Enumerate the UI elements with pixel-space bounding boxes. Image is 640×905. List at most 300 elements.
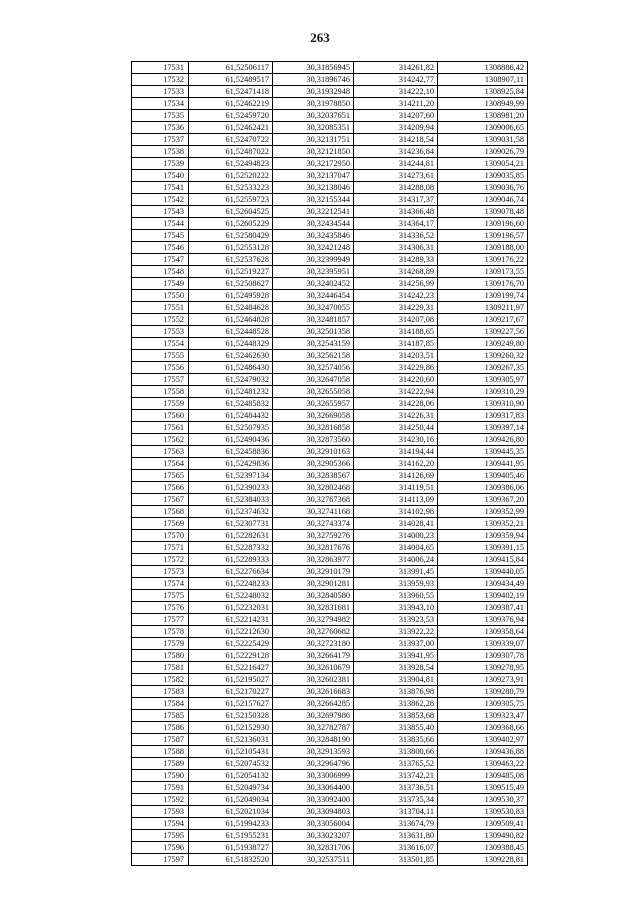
table-row bbox=[132, 806, 528, 818]
x-coordinate-cell: 313853,68 bbox=[354, 710, 438, 722]
latitude-cell: 61,52507935 bbox=[189, 422, 273, 434]
point-number-cell: 17549 bbox=[132, 278, 189, 290]
latitude-cell: 61,52390233 bbox=[189, 482, 273, 494]
table-row bbox=[132, 350, 528, 362]
longitude-cell: 30,32543159 bbox=[273, 338, 354, 350]
table-row bbox=[132, 794, 528, 806]
point-number-cell: 17585 bbox=[132, 710, 189, 722]
y-coordinate-cell: 1309173,55 bbox=[438, 266, 528, 278]
x-coordinate-cell: 314028,41 bbox=[354, 518, 438, 530]
y-coordinate-cell: 1309176,70 bbox=[438, 278, 528, 290]
x-coordinate-cell: 314000,23 bbox=[354, 530, 438, 542]
longitude-cell: 30,32037651 bbox=[273, 110, 354, 122]
y-coordinate-cell: 1309509,41 bbox=[438, 818, 528, 830]
table-row bbox=[132, 758, 528, 770]
longitude-cell: 30,32802468 bbox=[273, 482, 354, 494]
latitude-cell: 61,52105431 bbox=[189, 746, 273, 758]
table-row bbox=[132, 194, 528, 206]
y-coordinate-cell: 1309387,41 bbox=[438, 602, 528, 614]
latitude-cell: 61,52397134 bbox=[189, 470, 273, 482]
y-coordinate-cell: 1309310,90 bbox=[438, 398, 528, 410]
table-row bbox=[132, 578, 528, 590]
y-coordinate-cell: 1309188,00 bbox=[438, 242, 528, 254]
longitude-cell: 30,31896746 bbox=[273, 74, 354, 86]
table-row bbox=[132, 434, 528, 446]
longitude-cell: 30,33023207 bbox=[273, 830, 354, 842]
x-coordinate-cell: 314306,31 bbox=[354, 242, 438, 254]
longitude-cell: 30,32863977 bbox=[273, 554, 354, 566]
longitude-cell: 30,32402452 bbox=[273, 278, 354, 290]
point-number-cell: 17579 bbox=[132, 638, 189, 650]
x-coordinate-cell: 313862,28 bbox=[354, 698, 438, 710]
table-row bbox=[132, 818, 528, 830]
point-number-cell: 17566 bbox=[132, 482, 189, 494]
longitude-cell: 30,32723180 bbox=[273, 638, 354, 650]
latitude-cell: 61,52287332 bbox=[189, 542, 273, 554]
y-coordinate-cell: 1308949,99 bbox=[438, 98, 528, 110]
y-coordinate-cell: 1309386,06 bbox=[438, 482, 528, 494]
point-number-cell: 17564 bbox=[132, 458, 189, 470]
x-coordinate-cell: 313674,79 bbox=[354, 818, 438, 830]
table-row bbox=[132, 362, 528, 374]
point-number-cell: 17560 bbox=[132, 410, 189, 422]
table-row bbox=[132, 650, 528, 662]
point-number-cell: 17562 bbox=[132, 434, 189, 446]
x-coordinate-cell: 314222,10 bbox=[354, 86, 438, 98]
latitude-cell: 61,52506117 bbox=[189, 62, 273, 74]
x-coordinate-cell: 314250,44 bbox=[354, 422, 438, 434]
point-number-cell: 17572 bbox=[132, 554, 189, 566]
point-number-cell: 17593 bbox=[132, 806, 189, 818]
longitude-cell: 30,32831706 bbox=[273, 842, 354, 854]
y-coordinate-cell: 1309358,64 bbox=[438, 626, 528, 638]
x-coordinate-cell: 313736,51 bbox=[354, 782, 438, 794]
table-row bbox=[132, 290, 528, 302]
table-row bbox=[132, 458, 528, 470]
point-number-cell: 17568 bbox=[132, 506, 189, 518]
latitude-cell: 61,52559723 bbox=[189, 194, 273, 206]
latitude-cell: 61,52494823 bbox=[189, 158, 273, 170]
point-number-cell: 17542 bbox=[132, 194, 189, 206]
x-coordinate-cell: 313765,52 bbox=[354, 758, 438, 770]
y-coordinate-cell: 1309278,95 bbox=[438, 662, 528, 674]
latitude-cell: 61,52464828 bbox=[189, 314, 273, 326]
latitude-cell: 61,52605229 bbox=[189, 218, 273, 230]
longitude-cell: 30,32838567 bbox=[273, 470, 354, 482]
latitude-cell: 61,51955231 bbox=[189, 830, 273, 842]
point-number-cell: 17561 bbox=[132, 422, 189, 434]
table-row bbox=[132, 254, 528, 266]
point-number-cell: 17551 bbox=[132, 302, 189, 314]
longitude-cell: 30,32664179 bbox=[273, 650, 354, 662]
latitude-cell: 61,52157627 bbox=[189, 698, 273, 710]
longitude-cell: 30,32616683 bbox=[273, 686, 354, 698]
y-coordinate-cell: 1309426,80 bbox=[438, 434, 528, 446]
x-coordinate-cell: 314209,94 bbox=[354, 122, 438, 134]
table-row bbox=[132, 422, 528, 434]
point-number-cell: 17583 bbox=[132, 686, 189, 698]
y-coordinate-cell: 1309530,37 bbox=[438, 794, 528, 806]
latitude-cell: 61,52429836 bbox=[189, 458, 273, 470]
y-coordinate-cell: 1309367,20 bbox=[438, 494, 528, 506]
table-row bbox=[132, 314, 528, 326]
x-coordinate-cell: 314102,98 bbox=[354, 506, 438, 518]
latitude-cell: 61,52229128 bbox=[189, 650, 273, 662]
point-number-cell: 17587 bbox=[132, 734, 189, 746]
x-coordinate-cell: 314218,54 bbox=[354, 134, 438, 146]
y-coordinate-cell: 1309415,84 bbox=[438, 554, 528, 566]
table-row bbox=[132, 530, 528, 542]
longitude-cell: 30,32395951 bbox=[273, 266, 354, 278]
x-coordinate-cell: 314229,31 bbox=[354, 302, 438, 314]
y-coordinate-cell: 1309006,65 bbox=[438, 122, 528, 134]
longitude-cell: 30,32816858 bbox=[273, 422, 354, 434]
longitude-cell: 30,32905366 bbox=[273, 458, 354, 470]
point-number-cell: 17544 bbox=[132, 218, 189, 230]
point-number-cell: 17578 bbox=[132, 626, 189, 638]
y-coordinate-cell: 1309490,82 bbox=[438, 830, 528, 842]
table-row bbox=[132, 242, 528, 254]
x-coordinate-cell: 313904,81 bbox=[354, 674, 438, 686]
x-coordinate-cell: 313735,34 bbox=[354, 794, 438, 806]
longitude-cell: 30,32470055 bbox=[273, 302, 354, 314]
table-row bbox=[132, 218, 528, 230]
y-coordinate-cell: 1309026,79 bbox=[438, 146, 528, 158]
point-number-cell: 17596 bbox=[132, 842, 189, 854]
longitude-cell: 30,32131751 bbox=[273, 134, 354, 146]
latitude-cell: 61,51994233 bbox=[189, 818, 273, 830]
y-coordinate-cell: 1309530,83 bbox=[438, 806, 528, 818]
latitude-cell: 61,52479032 bbox=[189, 374, 273, 386]
longitude-cell: 30,32741168 bbox=[273, 506, 354, 518]
longitude-cell: 30,32085351 bbox=[273, 122, 354, 134]
latitude-cell: 61,52212630 bbox=[189, 626, 273, 638]
latitude-cell: 61,52470722 bbox=[189, 134, 273, 146]
x-coordinate-cell: 314256,99 bbox=[354, 278, 438, 290]
table-row bbox=[132, 122, 528, 134]
table-row bbox=[132, 698, 528, 710]
longitude-cell: 30,32399949 bbox=[273, 254, 354, 266]
table-row bbox=[132, 134, 528, 146]
table-row bbox=[132, 506, 528, 518]
point-number-cell: 17550 bbox=[132, 290, 189, 302]
latitude-cell: 61,52484432 bbox=[189, 410, 273, 422]
x-coordinate-cell: 314119,51 bbox=[354, 482, 438, 494]
latitude-cell: 61,52448528 bbox=[189, 326, 273, 338]
longitude-cell: 30,32655957 bbox=[273, 398, 354, 410]
y-coordinate-cell: 1309440,05 bbox=[438, 566, 528, 578]
y-coordinate-cell: 1309397,14 bbox=[438, 422, 528, 434]
point-number-cell: 17541 bbox=[132, 182, 189, 194]
longitude-cell: 30,32602381 bbox=[273, 674, 354, 686]
latitude-cell: 61,52495928 bbox=[189, 290, 273, 302]
table-row bbox=[132, 410, 528, 422]
coordinates-table-body bbox=[132, 62, 528, 866]
table-row bbox=[132, 278, 528, 290]
table-row bbox=[132, 230, 528, 242]
y-coordinate-cell: 1309031,58 bbox=[438, 134, 528, 146]
table-row bbox=[132, 614, 528, 626]
y-coordinate-cell: 1309434,49 bbox=[438, 578, 528, 590]
x-coordinate-cell: 314273,61 bbox=[354, 170, 438, 182]
x-coordinate-cell: 314268,89 bbox=[354, 266, 438, 278]
x-coordinate-cell: 313937,00 bbox=[354, 638, 438, 650]
table-row bbox=[132, 746, 528, 758]
longitude-cell: 30,32481857 bbox=[273, 314, 354, 326]
latitude-cell: 61,52307731 bbox=[189, 518, 273, 530]
y-coordinate-cell: 1309280,79 bbox=[438, 686, 528, 698]
x-coordinate-cell: 313876,98 bbox=[354, 686, 438, 698]
point-number-cell: 17592 bbox=[132, 794, 189, 806]
x-coordinate-cell: 314207,08 bbox=[354, 314, 438, 326]
y-coordinate-cell: 1309078,48 bbox=[438, 206, 528, 218]
point-number-cell: 17546 bbox=[132, 242, 189, 254]
x-coordinate-cell: 314364,17 bbox=[354, 218, 438, 230]
latitude-cell: 61,52384033 bbox=[189, 494, 273, 506]
point-number-cell: 17591 bbox=[132, 782, 189, 794]
longitude-cell: 30,32137047 bbox=[273, 170, 354, 182]
table-row bbox=[132, 710, 528, 722]
table-row bbox=[132, 830, 528, 842]
longitude-cell: 30,32831681 bbox=[273, 602, 354, 614]
x-coordinate-cell: 313742,21 bbox=[354, 770, 438, 782]
latitude-cell: 61,52481232 bbox=[189, 386, 273, 398]
y-coordinate-cell: 1309359,94 bbox=[438, 530, 528, 542]
longitude-cell: 30,32610679 bbox=[273, 662, 354, 674]
point-number-cell: 17571 bbox=[132, 542, 189, 554]
x-coordinate-cell: 314242,23 bbox=[354, 290, 438, 302]
y-coordinate-cell: 1309035,85 bbox=[438, 170, 528, 182]
x-coordinate-cell: 314006,24 bbox=[354, 554, 438, 566]
point-number-cell: 17556 bbox=[132, 362, 189, 374]
latitude-cell: 61,52519227 bbox=[189, 266, 273, 278]
y-coordinate-cell: 1309054,21 bbox=[438, 158, 528, 170]
longitude-cell: 30,32434544 bbox=[273, 218, 354, 230]
longitude-cell: 30,32767368 bbox=[273, 494, 354, 506]
longitude-cell: 30,33056004 bbox=[273, 818, 354, 830]
latitude-cell: 61,52170227 bbox=[189, 686, 273, 698]
table-row bbox=[132, 734, 528, 746]
x-coordinate-cell: 314194,44 bbox=[354, 446, 438, 458]
longitude-cell: 30,32817676 bbox=[273, 542, 354, 554]
point-number-cell: 17575 bbox=[132, 590, 189, 602]
latitude-cell: 61,52214231 bbox=[189, 614, 273, 626]
latitude-cell: 61,52489517 bbox=[189, 74, 273, 86]
point-number-cell: 17554 bbox=[132, 338, 189, 350]
x-coordinate-cell: 313835,66 bbox=[354, 734, 438, 746]
coordinates-table bbox=[131, 61, 528, 866]
longitude-cell: 30,33006999 bbox=[273, 770, 354, 782]
point-number-cell: 17557 bbox=[132, 374, 189, 386]
point-number-cell: 17539 bbox=[132, 158, 189, 170]
latitude-cell: 61,52471418 bbox=[189, 86, 273, 98]
table-row bbox=[132, 170, 528, 182]
x-coordinate-cell: 314366,48 bbox=[354, 206, 438, 218]
longitude-cell: 30,33094803 bbox=[273, 806, 354, 818]
table-row bbox=[132, 182, 528, 194]
latitude-cell: 61,51938727 bbox=[189, 842, 273, 854]
table-row bbox=[132, 98, 528, 110]
point-number-cell: 17553 bbox=[132, 326, 189, 338]
point-number-cell: 17559 bbox=[132, 398, 189, 410]
x-coordinate-cell: 313922,22 bbox=[354, 626, 438, 638]
x-coordinate-cell: 314004,65 bbox=[354, 542, 438, 554]
y-coordinate-cell: 1308886,42 bbox=[438, 62, 528, 74]
y-coordinate-cell: 1309388,45 bbox=[438, 842, 528, 854]
longitude-cell: 30,33064400 bbox=[273, 782, 354, 794]
y-coordinate-cell: 1309273,91 bbox=[438, 674, 528, 686]
table-row bbox=[132, 110, 528, 122]
longitude-cell: 30,32794982 bbox=[273, 614, 354, 626]
longitude-cell: 30,33092400 bbox=[273, 794, 354, 806]
longitude-cell: 30,32138046 bbox=[273, 182, 354, 194]
point-number-cell: 17581 bbox=[132, 662, 189, 674]
latitude-cell: 61,52462421 bbox=[189, 122, 273, 134]
latitude-cell: 61,52537628 bbox=[189, 254, 273, 266]
x-coordinate-cell: 314188,65 bbox=[354, 326, 438, 338]
latitude-cell: 61,52054132 bbox=[189, 770, 273, 782]
table-row bbox=[132, 206, 528, 218]
x-coordinate-cell: 314228,06 bbox=[354, 398, 438, 410]
latitude-cell: 61,52553128 bbox=[189, 242, 273, 254]
y-coordinate-cell: 1308925,84 bbox=[438, 86, 528, 98]
y-coordinate-cell: 1309217,67 bbox=[438, 314, 528, 326]
longitude-cell: 30,32913593 bbox=[273, 746, 354, 758]
point-number-cell: 17536 bbox=[132, 122, 189, 134]
y-coordinate-cell: 1309376,94 bbox=[438, 614, 528, 626]
point-number-cell: 17563 bbox=[132, 446, 189, 458]
point-number-cell: 17555 bbox=[132, 350, 189, 362]
x-coordinate-cell: 313941,95 bbox=[354, 650, 438, 662]
x-coordinate-cell: 314261,82 bbox=[354, 62, 438, 74]
longitude-cell: 30,32655058 bbox=[273, 386, 354, 398]
longitude-cell: 30,32501358 bbox=[273, 326, 354, 338]
x-coordinate-cell: 314317,37 bbox=[354, 194, 438, 206]
table-row bbox=[132, 266, 528, 278]
latitude-cell: 61,52484628 bbox=[189, 302, 273, 314]
x-coordinate-cell: 314226,31 bbox=[354, 410, 438, 422]
latitude-cell: 61,52580429 bbox=[189, 230, 273, 242]
y-coordinate-cell: 1309352,99 bbox=[438, 506, 528, 518]
point-number-cell: 17597 bbox=[132, 854, 189, 866]
point-number-cell: 17570 bbox=[132, 530, 189, 542]
x-coordinate-cell: 313704,11 bbox=[354, 806, 438, 818]
longitude-cell: 30,32697986 bbox=[273, 710, 354, 722]
x-coordinate-cell: 314207,60 bbox=[354, 110, 438, 122]
point-number-cell: 17534 bbox=[132, 98, 189, 110]
table-row bbox=[132, 398, 528, 410]
latitude-cell: 61,52248233 bbox=[189, 578, 273, 590]
latitude-cell: 61,52604525 bbox=[189, 206, 273, 218]
point-number-cell: 17565 bbox=[132, 470, 189, 482]
longitude-cell: 30,32782787 bbox=[273, 722, 354, 734]
table-row bbox=[132, 146, 528, 158]
point-number-cell: 17586 bbox=[132, 722, 189, 734]
point-number-cell: 17588 bbox=[132, 746, 189, 758]
latitude-cell: 61,52458836 bbox=[189, 446, 273, 458]
table-row bbox=[132, 626, 528, 638]
longitude-cell: 30,32446454 bbox=[273, 290, 354, 302]
latitude-cell: 61,52216427 bbox=[189, 662, 273, 674]
table-row bbox=[132, 470, 528, 482]
x-coordinate-cell: 314220,60 bbox=[354, 374, 438, 386]
latitude-cell: 61,52276634 bbox=[189, 566, 273, 578]
longitude-cell: 30,32212541 bbox=[273, 206, 354, 218]
longitude-cell: 30,31978850 bbox=[273, 98, 354, 110]
y-coordinate-cell: 1309515,49 bbox=[438, 782, 528, 794]
y-coordinate-cell: 1308907,11 bbox=[438, 74, 528, 86]
table-row bbox=[132, 566, 528, 578]
latitude-cell: 61,52374632 bbox=[189, 506, 273, 518]
latitude-cell: 61,52282631 bbox=[189, 530, 273, 542]
table-row bbox=[132, 446, 528, 458]
table-row bbox=[132, 86, 528, 98]
table-row bbox=[132, 674, 528, 686]
latitude-cell: 61,52462630 bbox=[189, 350, 273, 362]
point-number-cell: 17574 bbox=[132, 578, 189, 590]
longitude-cell: 30,32873560 bbox=[273, 434, 354, 446]
longitude-cell: 30,32647058 bbox=[273, 374, 354, 386]
point-number-cell: 17548 bbox=[132, 266, 189, 278]
point-number-cell: 17567 bbox=[132, 494, 189, 506]
longitude-cell: 30,32760682 bbox=[273, 626, 354, 638]
y-coordinate-cell: 1309339,07 bbox=[438, 638, 528, 650]
point-number-cell: 17569 bbox=[132, 518, 189, 530]
y-coordinate-cell: 1309402,97 bbox=[438, 734, 528, 746]
y-coordinate-cell: 1309352,21 bbox=[438, 518, 528, 530]
x-coordinate-cell: 314242,77 bbox=[354, 74, 438, 86]
y-coordinate-cell: 1309485,08 bbox=[438, 770, 528, 782]
point-number-cell: 17540 bbox=[132, 170, 189, 182]
latitude-cell: 61,52520222 bbox=[189, 170, 273, 182]
y-coordinate-cell: 1309310,29 bbox=[438, 386, 528, 398]
longitude-cell: 30,32574056 bbox=[273, 362, 354, 374]
y-coordinate-cell: 1309227,56 bbox=[438, 326, 528, 338]
point-number-cell: 17538 bbox=[132, 146, 189, 158]
longitude-cell: 30,32910163 bbox=[273, 446, 354, 458]
x-coordinate-cell: 314236,84 bbox=[354, 146, 438, 158]
point-number-cell: 17573 bbox=[132, 566, 189, 578]
y-coordinate-cell: 1309228,81 bbox=[438, 854, 528, 866]
point-number-cell: 17545 bbox=[132, 230, 189, 242]
y-coordinate-cell: 1309046,74 bbox=[438, 194, 528, 206]
point-number-cell: 17533 bbox=[132, 86, 189, 98]
table-row bbox=[132, 62, 528, 74]
table-row bbox=[132, 638, 528, 650]
latitude-cell: 61,52448329 bbox=[189, 338, 273, 350]
longitude-cell: 30,31856945 bbox=[273, 62, 354, 74]
latitude-cell: 61,52289333 bbox=[189, 554, 273, 566]
x-coordinate-cell: 313855,40 bbox=[354, 722, 438, 734]
table-row bbox=[132, 686, 528, 698]
x-coordinate-cell: 314288,08 bbox=[354, 182, 438, 194]
table-row bbox=[132, 158, 528, 170]
longitude-cell: 30,32848190 bbox=[273, 734, 354, 746]
y-coordinate-cell: 1309211,97 bbox=[438, 302, 528, 314]
longitude-cell: 30,32121850 bbox=[273, 146, 354, 158]
table-row bbox=[132, 518, 528, 530]
longitude-cell: 30,32435846 bbox=[273, 230, 354, 242]
y-coordinate-cell: 1309368,66 bbox=[438, 722, 528, 734]
x-coordinate-cell: 314203,51 bbox=[354, 350, 438, 362]
latitude-cell: 61,52248032 bbox=[189, 590, 273, 602]
latitude-cell: 61,52225429 bbox=[189, 638, 273, 650]
y-coordinate-cell: 1309436,88 bbox=[438, 746, 528, 758]
table-row bbox=[132, 542, 528, 554]
latitude-cell: 61,52487022 bbox=[189, 146, 273, 158]
y-coordinate-cell: 1309307,78 bbox=[438, 650, 528, 662]
longitude-cell: 30,32537511 bbox=[273, 854, 354, 866]
